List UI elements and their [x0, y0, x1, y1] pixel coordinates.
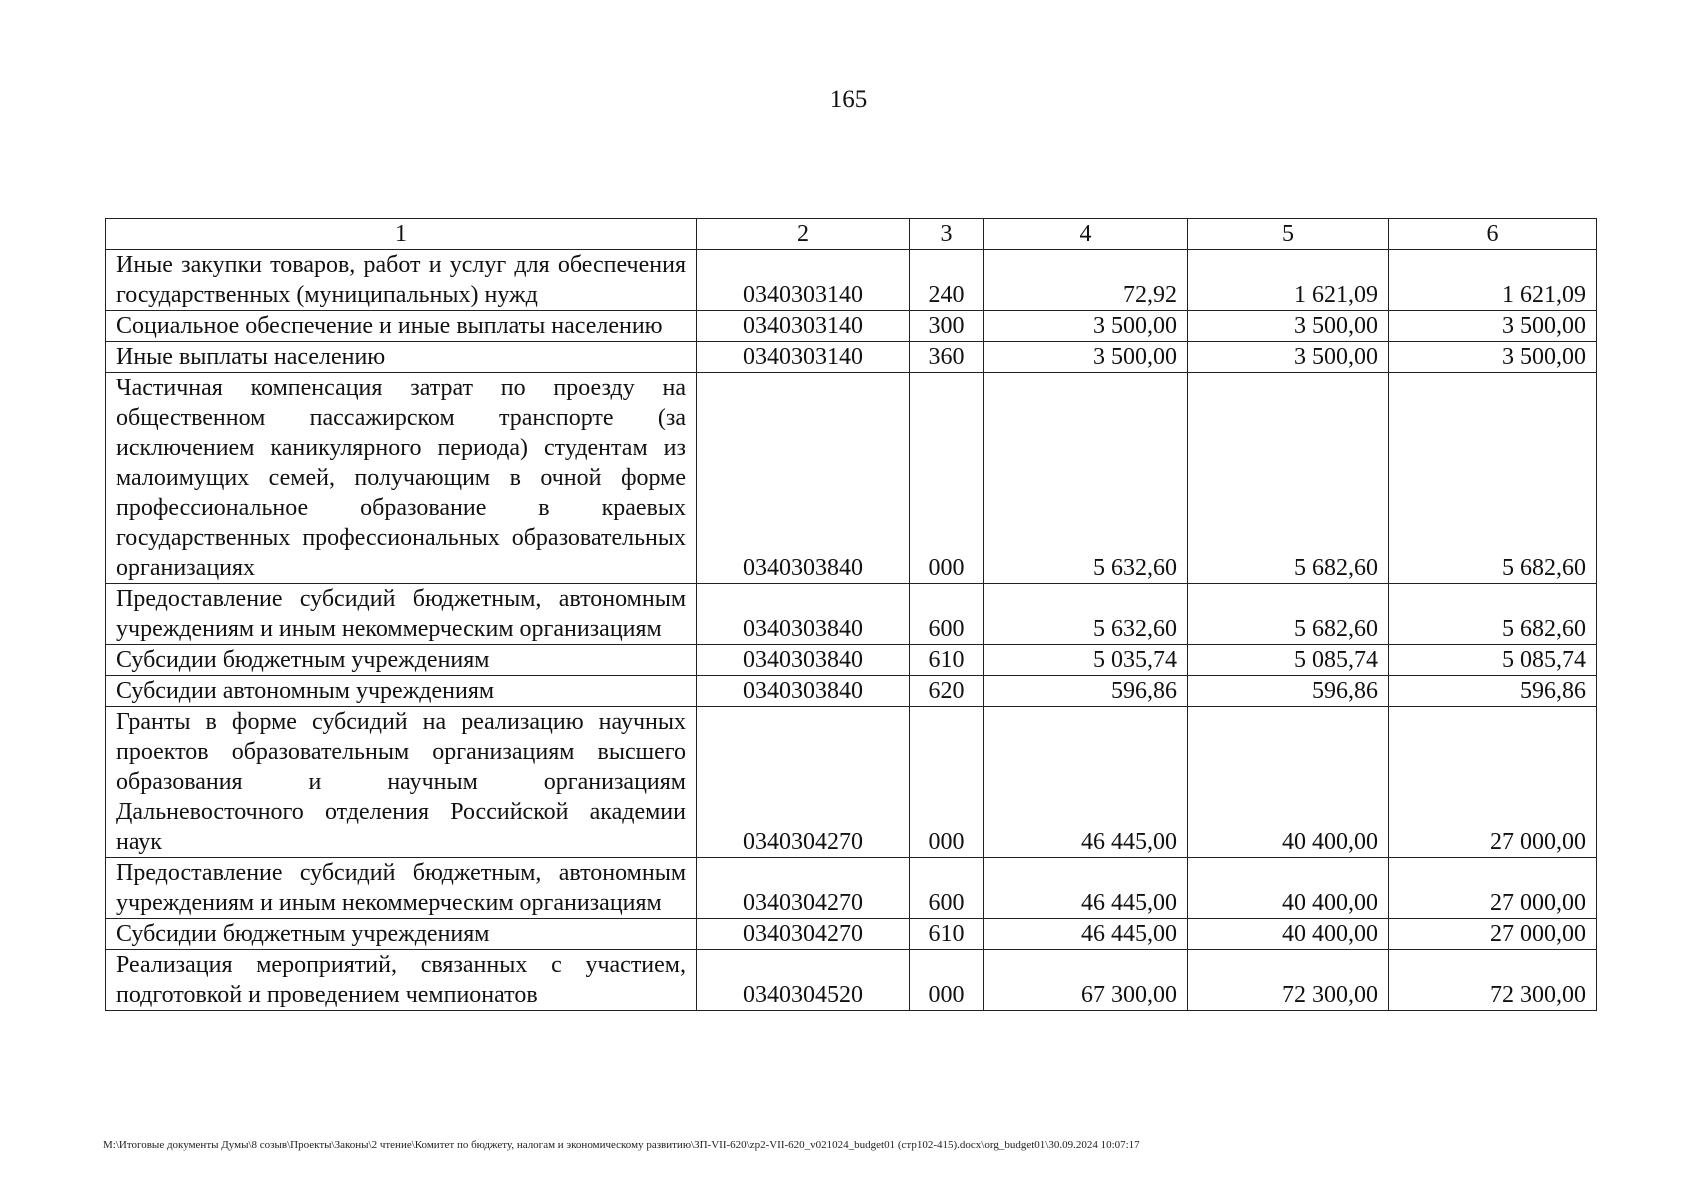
table-row	[106, 676, 1597, 707]
row-amount-year2: 3 500,00	[1188, 311, 1389, 342]
row-name: Субсидии бюджетным учреждениям	[106, 645, 697, 676]
header-col-5: 5	[1188, 219, 1389, 250]
row-amount-year3: 5 682,60	[1389, 584, 1597, 645]
row-amount-year2: 40 400,00	[1188, 707, 1389, 858]
row-name: Иные закупки товаров, работ и услуг для обеспечения государственных (муниципальных) нужд	[106, 250, 697, 311]
header-col-3: 3	[910, 219, 984, 250]
table-row	[106, 707, 1597, 858]
row-amount-year2: 1 621,09	[1188, 250, 1389, 311]
table-row	[106, 311, 1597, 342]
row-name: Предоставление субсидий бюджетным, автономным учреждениям и иным некоммерческим организациям	[106, 584, 697, 645]
row-amount-year2: 596,86	[1188, 676, 1389, 707]
row-amount-year3: 5 085,74	[1389, 645, 1597, 676]
row-name: Иные выплаты населению	[106, 342, 697, 373]
row-name: Реализация мероприятий, связанных с участием, подготовкой и проведением чемпионатов	[106, 950, 697, 1011]
row-code: 0340304270	[697, 707, 910, 858]
row-name: Субсидии автономным учреждениям	[106, 676, 697, 707]
row-amount-year1: 72,92	[984, 250, 1188, 311]
row-code: 0340303140	[697, 311, 910, 342]
row-code: 0340303840	[697, 645, 910, 676]
row-expense-type: 600	[910, 858, 984, 919]
budget-table	[105, 218, 1597, 1011]
row-amount-year3: 1 621,09	[1389, 250, 1597, 311]
row-expense-type: 360	[910, 342, 984, 373]
row-name: Частичная компенсация затрат по проезду на общественном пассажирском транспорте (за исключением каникулярного периода) студентам из малоимущих семей, получающим в очной форме профессиональное образование в краевых государственных профессиональных образовательных организациях	[106, 373, 697, 584]
row-expense-type: 000	[910, 373, 984, 584]
row-amount-year3: 3 500,00	[1389, 311, 1597, 342]
footer-file-path: M:\Итоговые документы Думы\8 созыв\Проекты\Законы\2 чтение\Комитет по бюджету, налогам и экономическому развитию\ЗП-VII-620\zp2-VII-620_v021024_budget01 (стр102-415).docx\org_budget01\30.09.2024 10:07:17	[103, 1139, 1140, 1151]
table-row	[106, 919, 1597, 950]
row-name: Гранты в форме субсидий на реализацию научных проектов образовательным организациям высшего образования и научным организациям Дальневосточного отделения Российской академии наук	[106, 707, 697, 858]
page-number: 165	[829, 86, 868, 113]
row-amount-year3: 27 000,00	[1389, 919, 1597, 950]
row-expense-type: 300	[910, 311, 984, 342]
header-col-2: 2	[697, 219, 910, 250]
row-amount-year3: 27 000,00	[1389, 858, 1597, 919]
row-amount-year2: 5 682,60	[1188, 584, 1389, 645]
row-expense-type: 240	[910, 250, 984, 311]
table-row	[106, 342, 1597, 373]
row-amount-year2: 40 400,00	[1188, 858, 1389, 919]
row-expense-type: 000	[910, 707, 984, 858]
row-amount-year1: 596,86	[984, 676, 1188, 707]
row-amount-year3: 596,86	[1389, 676, 1597, 707]
table-row	[106, 373, 1597, 584]
row-name: Субсидии бюджетным учреждениям	[106, 919, 697, 950]
row-amount-year2: 72 300,00	[1188, 950, 1389, 1011]
row-name: Предоставление субсидий бюджетным, автономным учреждениям и иным некоммерческим организациям	[106, 858, 697, 919]
row-amount-year1: 5 632,60	[984, 373, 1188, 584]
row-amount-year1: 46 445,00	[984, 858, 1188, 919]
header-col-1: 1	[106, 219, 697, 250]
table-row	[106, 950, 1597, 1011]
row-expense-type: 000	[910, 950, 984, 1011]
table-row	[106, 858, 1597, 919]
row-code: 0340303840	[697, 676, 910, 707]
header-col-6: 6	[1389, 219, 1597, 250]
row-code: 0340304270	[697, 919, 910, 950]
row-amount-year1: 3 500,00	[984, 311, 1188, 342]
header-col-4: 4	[984, 219, 1188, 250]
row-code: 0340303840	[697, 373, 910, 584]
row-amount-year1: 5 035,74	[984, 645, 1188, 676]
row-amount-year3: 27 000,00	[1389, 707, 1597, 858]
row-code: 0340303140	[697, 250, 910, 311]
row-expense-type: 620	[910, 676, 984, 707]
row-amount-year3: 72 300,00	[1389, 950, 1597, 1011]
row-code: 0340304270	[697, 858, 910, 919]
row-amount-year2: 5 682,60	[1188, 373, 1389, 584]
row-code: 0340303840	[697, 584, 910, 645]
row-amount-year1: 5 632,60	[984, 584, 1188, 645]
table-row	[106, 250, 1597, 311]
row-amount-year1: 46 445,00	[984, 919, 1188, 950]
row-expense-type: 610	[910, 645, 984, 676]
row-amount-year1: 3 500,00	[984, 342, 1188, 373]
row-name: Социальное обеспечение и иные выплаты населению	[106, 311, 697, 342]
row-amount-year1: 67 300,00	[984, 950, 1188, 1011]
row-amount-year2: 40 400,00	[1188, 919, 1389, 950]
row-amount-year1: 46 445,00	[984, 707, 1188, 858]
row-code: 0340304520	[697, 950, 910, 1011]
row-expense-type: 610	[910, 919, 984, 950]
row-expense-type: 600	[910, 584, 984, 645]
table-row	[106, 584, 1597, 645]
table-row	[106, 645, 1597, 676]
row-amount-year3: 5 682,60	[1389, 373, 1597, 584]
row-amount-year2: 5 085,74	[1188, 645, 1389, 676]
row-code: 0340303140	[697, 342, 910, 373]
table-header-row	[106, 219, 1597, 250]
row-amount-year2: 3 500,00	[1188, 342, 1389, 373]
row-amount-year3: 3 500,00	[1389, 342, 1597, 373]
